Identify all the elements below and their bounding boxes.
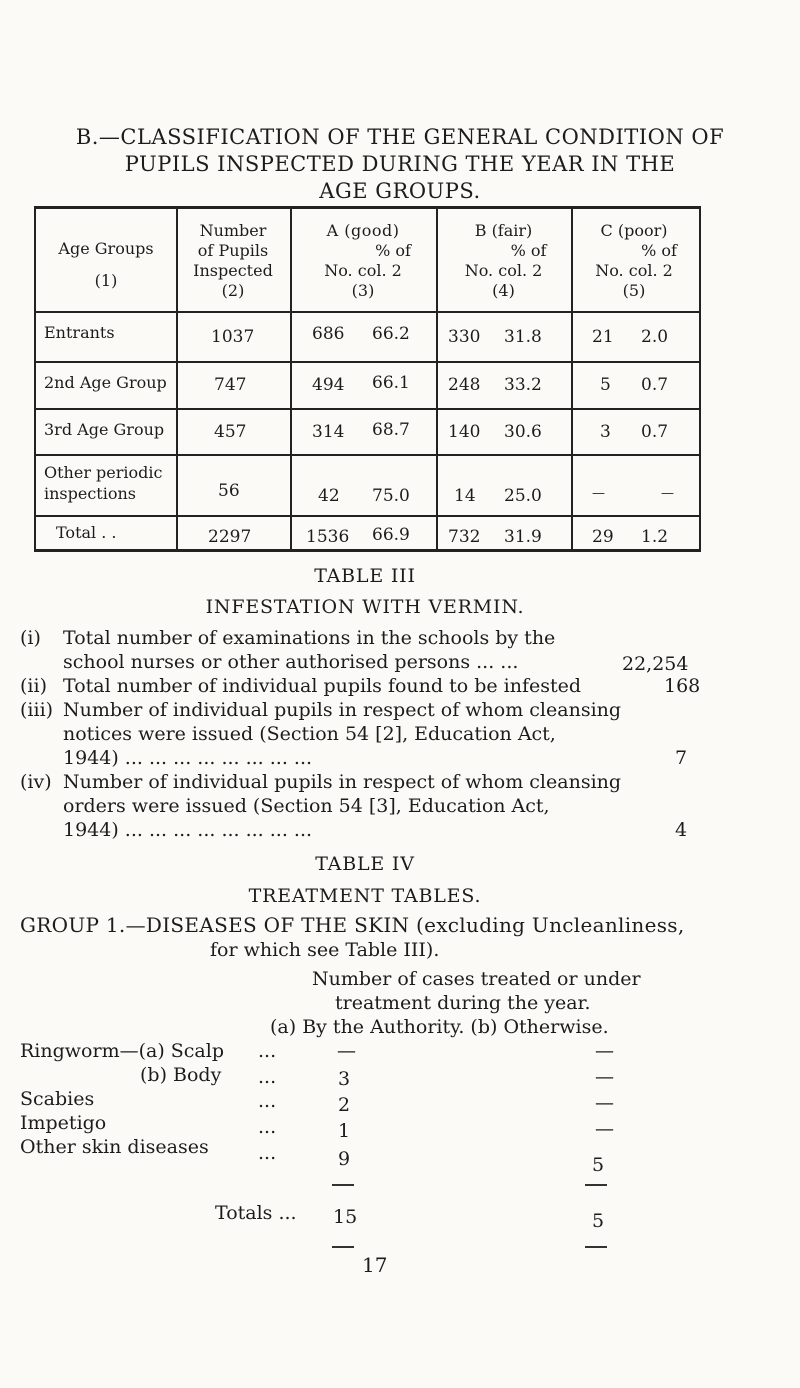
row-label-3rd-age-group: 3rd Age Group (44, 420, 165, 439)
table-iv-title: TABLE IV (315, 853, 415, 875)
row-b-value: — (595, 1092, 614, 1114)
cell-c-pct: 1.2 (641, 527, 669, 547)
row-a-value: 2 (338, 1094, 351, 1116)
cell-a-no: 314 (312, 422, 345, 442)
cell-b-pct: 31.9 (504, 527, 542, 547)
cell-a-no: 494 (312, 375, 345, 395)
cell-a-no: 1536 (306, 527, 350, 547)
row-a-value: 3 (338, 1068, 351, 1090)
row-label: Scabies (20, 1088, 95, 1110)
cell-inspected: 1037 (211, 327, 255, 347)
item-number: (i) (20, 627, 41, 649)
cases-heading-line1: Number of cases treated or under (312, 968, 641, 990)
item-number: (iv) (20, 771, 52, 793)
header-a-good: A (good) % of No. col. 2 (3) (324, 221, 411, 300)
item-value: 168 (664, 675, 701, 697)
cases-heading-line3: (a) By the Authority. (b) Otherwise. (270, 1016, 609, 1038)
item-value: 22,254 (622, 653, 689, 675)
cell-a-pct: 66.2 (372, 324, 410, 344)
cell-c-pct: 2.0 (641, 327, 669, 347)
group-heading-line1: GROUP 1.—DISEASES OF THE SKIN (excluding Uncleanliness, (20, 913, 685, 937)
section-b-title-line3: AGE GROUPS. (319, 179, 481, 203)
cell-b-no: 248 (448, 375, 481, 395)
table-iii-subtitle: INFESTATION WITH VERMIN. (205, 596, 525, 618)
cell-inspected: 747 (214, 375, 247, 395)
row-dots: ... (258, 1090, 277, 1112)
cell-inspected: 457 (214, 422, 247, 442)
cell-c-pct: — (661, 486, 674, 501)
row-label: (b) Body (140, 1064, 222, 1086)
row-b-value: — (595, 1118, 614, 1140)
totals-b-value: 5 (592, 1210, 605, 1232)
cell-c-no: 21 (592, 327, 614, 347)
row-a-value: — (337, 1040, 356, 1062)
item-number: (iii) (20, 699, 54, 721)
cell-inspected: 2297 (208, 527, 252, 547)
item-value: 4 (675, 819, 688, 841)
cell-c-no: 5 (600, 375, 611, 395)
row-a-value: 1 (338, 1120, 351, 1142)
item-text: Number of individual pupils in respect of whom cleansing orders were issued (Section 54 [3], Education Act, 1944) ... ... ... ... ... ... ... ... (63, 771, 622, 841)
header-c-poor: C (poor) % of No. col. 2 (5) (595, 221, 677, 300)
cell-b-pct: 33.2 (504, 375, 542, 395)
section-b-title-line2: PUPILS INSPECTED DURING THE YEAR IN THE (124, 152, 676, 176)
classification-table (34, 206, 701, 552)
cell-a-pct: 66.1 (372, 373, 410, 393)
total-rule (585, 1246, 607, 1248)
cell-c-pct: 0.7 (641, 375, 669, 395)
group-heading-line2: for which see Table III). (210, 939, 440, 961)
table-iii-title: TABLE III (314, 565, 416, 587)
cell-b-no: 140 (448, 422, 481, 442)
item-text: Number of individual pupils in respect of whom cleansing notices were issued (Section 54 [2], Education Act, 1944) ... ... ... ... ... ... ... ... (63, 699, 622, 769)
item-text: Total number of examinations in the schools by the school nurses or other authorised persons ... ... (63, 627, 556, 673)
row-dots: ... (258, 1066, 277, 1088)
row-label-2nd-age-group: 2nd Age Group (44, 373, 167, 392)
row-b-value: — (595, 1040, 614, 1062)
cell-c-pct: 0.7 (641, 422, 669, 442)
totals-a-value: 15 (333, 1206, 358, 1228)
header-age-groups: Age Groups (1) (58, 239, 154, 290)
item-number: (ii) (20, 675, 47, 697)
cell-c-no: 3 (600, 422, 611, 442)
row-label: Impetigo (20, 1112, 107, 1134)
cell-b-pct: 25.0 (504, 486, 542, 506)
row-label-entrants: Entrants (44, 323, 115, 342)
header-b-fair: B (fair) % of No. col. 2 (4) (464, 221, 547, 300)
row-dots: ... (258, 1040, 277, 1062)
cell-a-no: 686 (312, 324, 345, 344)
cell-c-no: 29 (592, 527, 614, 547)
total-rule (332, 1246, 354, 1248)
row-label: Other skin diseases (20, 1136, 209, 1158)
page-number: 17 (362, 1253, 388, 1277)
totals-label: Totals ... (215, 1202, 297, 1224)
cell-b-pct: 30.6 (504, 422, 542, 442)
item-text: Total number of individual pupils found to be infested (63, 675, 582, 697)
row-b-value: — (595, 1066, 614, 1088)
row-dots: ... (258, 1142, 277, 1164)
row-b-value: 5 (592, 1154, 605, 1176)
row-label-total: Total . . (56, 523, 117, 542)
row-a-value: 9 (338, 1148, 351, 1170)
cell-a-no: 42 (318, 486, 340, 506)
sum-rule (332, 1184, 354, 1186)
row-label-other-periodic: Other periodic inspections (44, 463, 163, 503)
sum-rule (585, 1184, 607, 1186)
row-label: Ringworm—(a) Scalp (20, 1040, 224, 1062)
cell-b-no: 330 (448, 327, 481, 347)
cases-heading-line2: treatment during the year. (335, 992, 591, 1014)
section-b-title-line1: B.—CLASSIFICATION OF THE GENERAL CONDITION OF (75, 125, 725, 149)
cell-b-no: 14 (454, 486, 476, 506)
header-number-inspected: Number of Pupils Inspected (2) (193, 221, 273, 300)
cell-b-no: 732 (448, 527, 481, 547)
cell-a-pct: 66.9 (372, 525, 410, 545)
section-b-title (0, 124, 800, 205)
cell-inspected: 56 (218, 481, 240, 501)
cell-a-pct: 68.7 (372, 420, 410, 440)
table-iv-subtitle: TREATMENT TABLES. (248, 885, 482, 907)
cell-b-pct: 31.8 (504, 327, 542, 347)
cell-a-pct: 75.0 (372, 486, 410, 506)
cell-c-no: — (592, 486, 605, 501)
item-value: 7 (675, 747, 688, 769)
row-dots: ... (258, 1116, 277, 1138)
